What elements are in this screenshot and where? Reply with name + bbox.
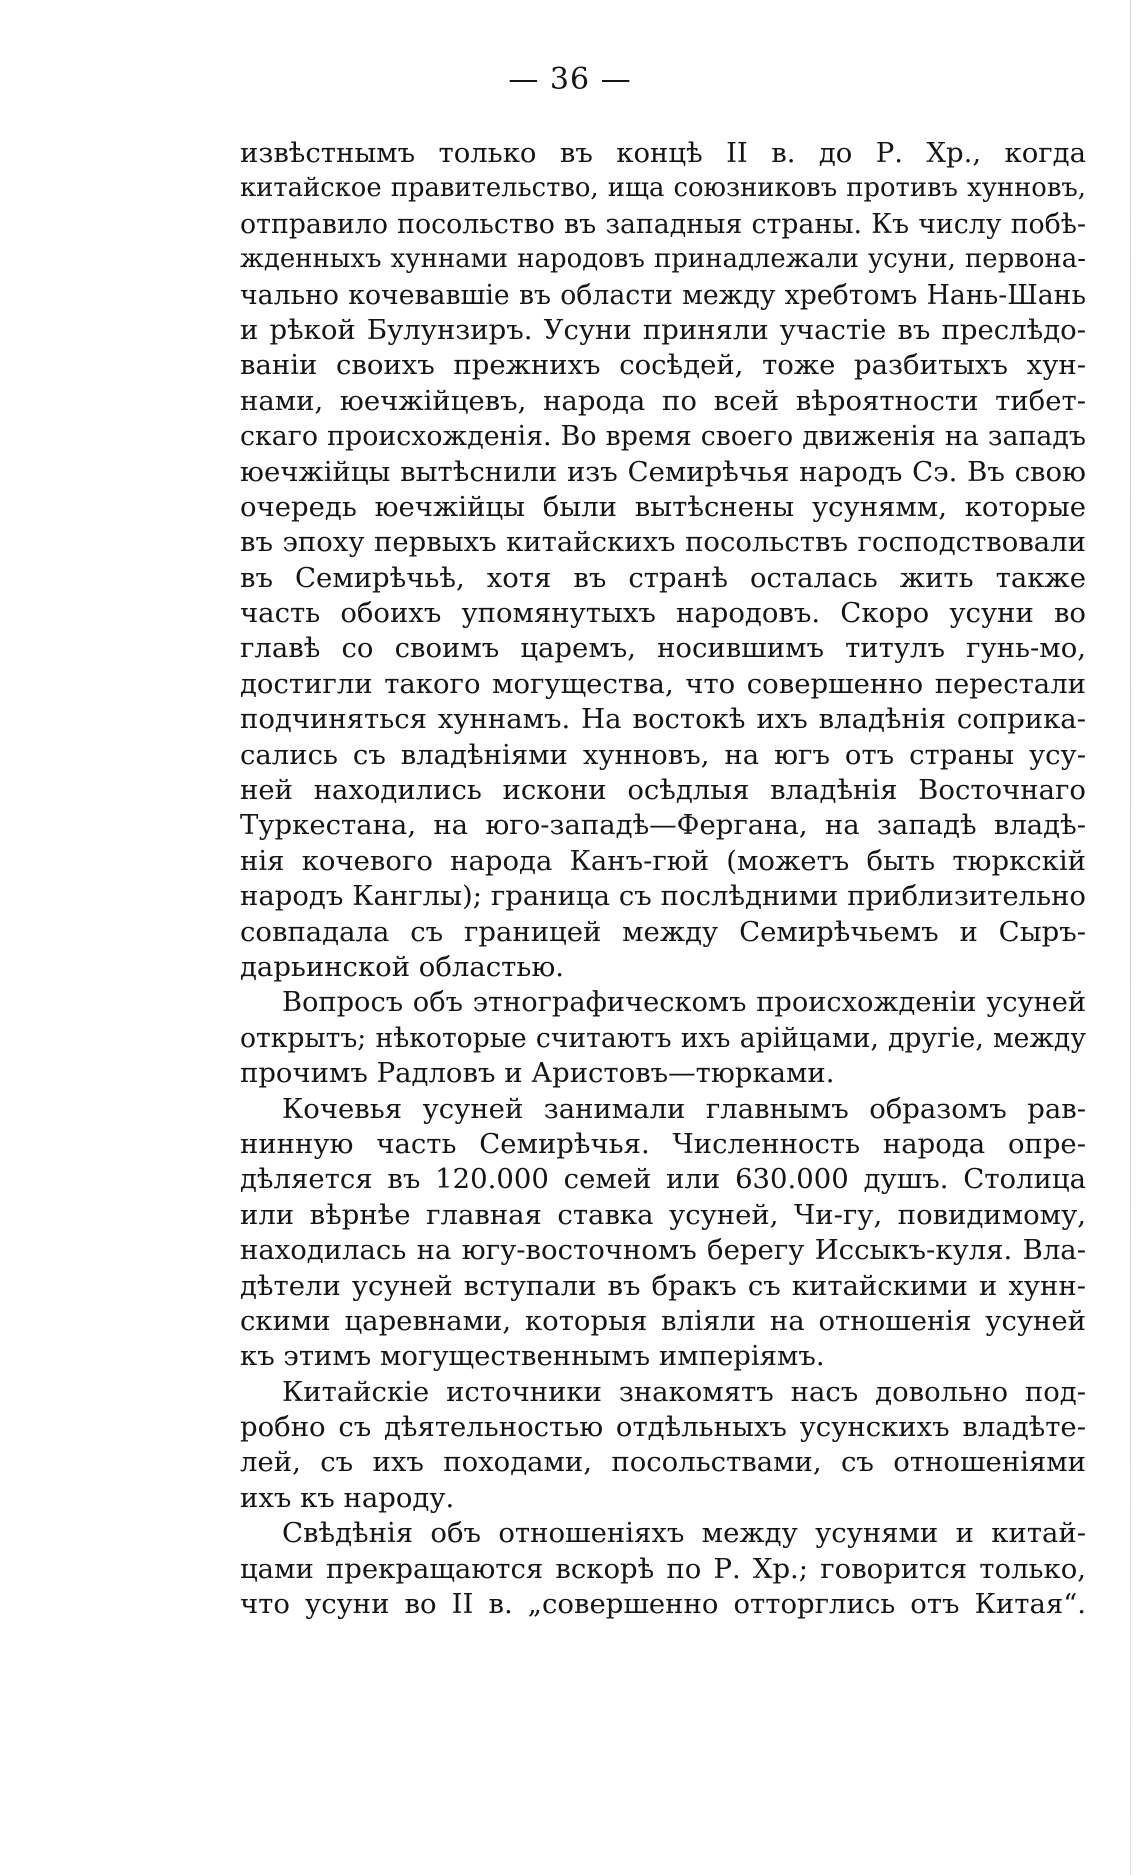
text-line: юечжійцы вытѣснили изъ Семирѣчья народъ Сэ. Въ свою	[240, 455, 1086, 488]
text-line: Китайскіе источники знакомятъ насъ довольно под-	[282, 1375, 1086, 1408]
text-line: главѣ со своимъ царемъ, носившимъ титулъ гунь-мо,	[240, 632, 1086, 665]
text-line: очередь юечжійцы были вытѣснены усунямм, которые	[240, 490, 1086, 523]
text-line: ихъ къ народу.	[240, 1481, 455, 1514]
text-line: отправило посольство въ западныя страны. Къ числу побѣ-	[240, 208, 1086, 240]
text-line: находилась на югу-восточномъ берегу Иссыкъ-куля. Вла-	[240, 1234, 1086, 1267]
text-line: открытъ; нѣкоторые считаютъ ихъ арійцами, другіе, между	[240, 1022, 1086, 1054]
text-line: часть обоихъ упомянутыхъ народовъ. Скоро усуни во	[240, 597, 1086, 630]
text-line: и рѣкой Булунзиръ. Усуни приняли участіе въ преслѣдо-	[240, 313, 1086, 346]
text-line: Туркестана, на юго-западѣ—Фергана, на западѣ владѣ-	[240, 809, 1086, 842]
text-line: дарьинской областью.	[240, 950, 565, 983]
paragraph	[240, 1092, 1086, 1375]
text-line: въ эпоху первыхъ китайскихъ посольствъ господствовали	[240, 526, 1086, 559]
text-line: китайское правительство, ища союзниковъ противъ хунновъ,	[240, 173, 1086, 204]
text-line: или вѣрнѣе главная ставка усуней, Чи-гу, повидимому,	[240, 1198, 1086, 1231]
paragraph	[240, 1516, 1086, 1622]
text-line: цами прекращаются вскорѣ по Р. Хр.; говорится только,	[240, 1552, 1086, 1585]
text-line: совпадала съ границей между Семирѣчьемъ и Сыръ-	[240, 915, 1086, 948]
text-line: дѣтели усуней вступали въ бракъ съ китайскими и хунн-	[240, 1269, 1086, 1302]
text-line: скими царевнами, которыя вліяли на отношенія усуней	[240, 1304, 1086, 1337]
text-line: ней находились искони осѣдлыя владѣнія Восточнаго	[240, 774, 1086, 807]
text-line: сались съ владѣніями хунновъ, на югъ отъ страны усу-	[240, 738, 1086, 771]
text-line: лей, съ ихъ походами, посольствами, съ отношеніями	[240, 1446, 1086, 1479]
paragraph	[240, 1375, 1086, 1517]
text-line: Свѣдѣнія объ отношеніяхъ между усунями и китай-	[282, 1517, 1086, 1550]
body-text	[240, 136, 1086, 1622]
page-number: — 36 —	[508, 62, 632, 97]
text-line: прочимъ Радловъ и Аристовъ—тюрками.	[240, 1057, 835, 1090]
text-line: робно съ дѣятельностью отдѣльныхъ усунскихъ владѣте-	[240, 1411, 1086, 1444]
paragraph	[240, 985, 1086, 1091]
text-line: Кочевья усуней занимали главнымъ образомъ рав-	[282, 1092, 1086, 1125]
text-line: нія кочевого народа Канъ-гюй (можетъ быть тюркскій	[240, 844, 1086, 877]
text-line: нами, юечжійцевъ, народа по всей вѣроятности тибет-	[240, 384, 1086, 417]
text-line: извѣстнымъ только въ концѣ II в. до Р. Хр., когда	[240, 137, 1086, 169]
text-line: въ Семирѣчьѣ, хотя въ странѣ осталась жить также	[240, 561, 1086, 594]
text-line: нинную часть Семирѣчья. Численность народа опре-	[240, 1127, 1086, 1160]
text-line: ваніи своихъ прежнихъ сосѣдей, тоже разбитыхъ хун-	[240, 349, 1086, 382]
text-line: къ этимъ могущественнымъ имперіямъ.	[240, 1340, 825, 1373]
text-line: что усуни во II в. „совершенно отторглись отъ Китая“.	[240, 1588, 1086, 1621]
text-line: народъ Канглы); граница съ послѣдними приблизительно	[240, 880, 1086, 913]
text-line: скаго происхожденія. Во время своего движенія на западъ	[240, 421, 1086, 453]
text-line: достигли такого могущества, что совершенно перестали	[240, 667, 1086, 700]
page-edge	[1130, 0, 1131, 1875]
text-line: жденныхъ хуннами народовъ принадлежали усуни, первона-	[240, 244, 1086, 275]
text-line: подчиняться хуннамъ. На востокѣ ихъ владѣнія соприка-	[240, 703, 1086, 736]
text-line: чально кочевавшіе въ области между хребтомъ Нань-Шань	[240, 279, 1086, 311]
text-line: дѣляется въ 120.000 семей или 630.000 душъ. Столица	[240, 1163, 1086, 1196]
text-line: Вопросъ объ этнографическомъ происхожденіи усуней	[282, 987, 1086, 1019]
paragraph	[240, 136, 1086, 985]
